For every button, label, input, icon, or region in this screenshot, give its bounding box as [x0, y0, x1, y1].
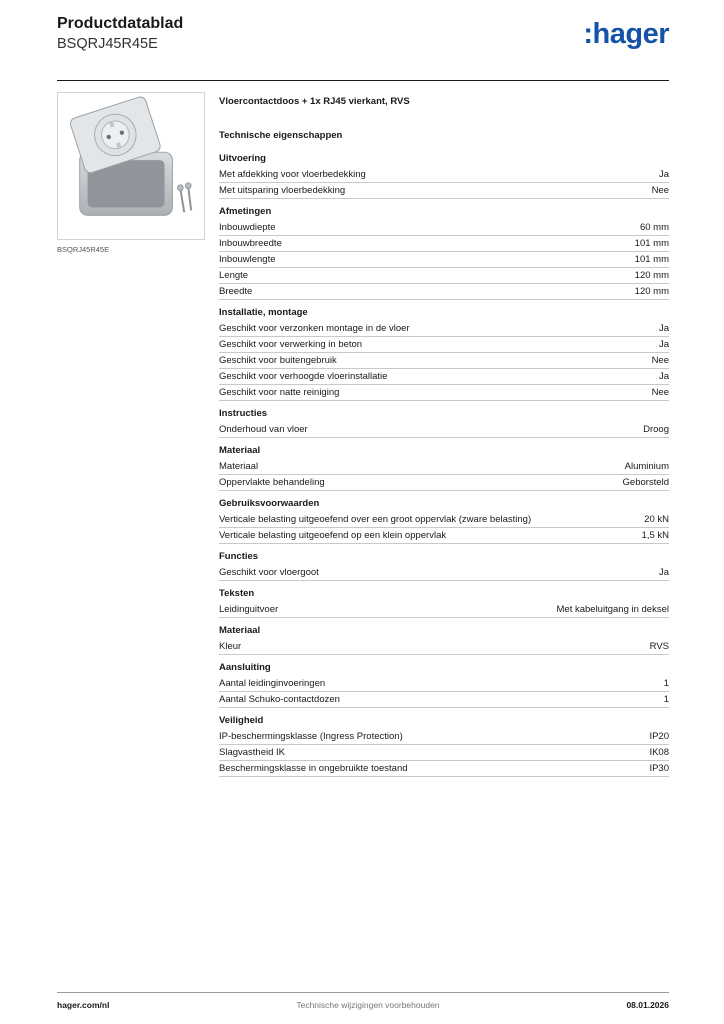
product-code: BSQRJ45R45E — [57, 36, 158, 52]
header-divider — [57, 80, 669, 81]
spec-value: Ja — [658, 567, 669, 578]
spec-value: Nee — [651, 387, 669, 398]
section-heading: Uitvoering — [219, 153, 266, 164]
spec-value: IK08 — [649, 747, 669, 758]
section-heading: Afmetingen — [219, 206, 272, 217]
spec-value: 20 kN — [644, 514, 669, 525]
spec-row — [219, 268, 669, 284]
section-heading: Functies — [219, 551, 259, 562]
spec-value: Met kabeluitgang in deksel — [556, 604, 669, 615]
spec-value: 60 mm — [639, 222, 669, 233]
spec-value: Nee — [651, 355, 669, 366]
spec-label: Onderhoud van vloer — [219, 424, 308, 435]
spec-label: Oppervlakte behandeling — [219, 477, 325, 488]
spec-row — [219, 729, 669, 745]
page-title: Productdatablad — [57, 15, 184, 32]
spec-label: Inbouwbreedte — [219, 238, 282, 249]
spec-label: Geschikt voor vloergoot — [219, 567, 319, 578]
spec-label: Slagvastheid IK — [219, 747, 286, 758]
spec-label: Geschikt voor verhoogde vloerinstallatie — [219, 371, 388, 382]
spec-label: Breedte — [219, 286, 253, 297]
footer-date: 08.01.2026 — [626, 1000, 669, 1010]
content-column — [219, 96, 669, 777]
spec-label: Lengte — [219, 270, 249, 281]
spec-value: 120 mm — [634, 270, 669, 281]
product-image-frame — [57, 92, 205, 240]
spec-row — [219, 385, 669, 401]
spec-label: Met uitsparing vloerbedekking — [219, 185, 346, 196]
spec-value: Ja — [658, 339, 669, 350]
spec-row — [219, 528, 669, 544]
spec-row — [219, 459, 669, 475]
spec-row — [219, 475, 669, 491]
spec-row — [219, 512, 669, 528]
spec-label: Materiaal — [219, 461, 259, 472]
spec-value: RVS — [649, 641, 669, 652]
spec-value: Droog — [643, 424, 669, 435]
section-heading: Materiaal — [219, 445, 261, 456]
spec-row — [219, 565, 669, 581]
technical-properties-heading: Technische eigenschappen — [219, 130, 343, 141]
footer-disclaimer: Technische wijzigingen voorbehouden — [296, 1000, 440, 1010]
footer — [57, 1000, 669, 1010]
section-heading: Veiligheid — [219, 715, 264, 726]
hager-logo: :hager — [583, 18, 669, 50]
spec-label: Beschermingsklasse in ongebruikte toestand — [219, 763, 408, 774]
product-image-column — [57, 92, 205, 254]
spec-label: Geschikt voor verzonken montage in de vloer — [219, 323, 410, 334]
spec-row — [219, 321, 669, 337]
header — [57, 14, 669, 52]
spec-value: 101 mm — [634, 238, 669, 249]
spec-value: 120 mm — [634, 286, 669, 297]
spec-row — [219, 602, 669, 618]
spec-row — [219, 284, 669, 300]
spec-label: Verticale belasting uitgeoefend op een klein oppervlak — [219, 530, 447, 541]
spec-label: Aantal Schuko-contactdozen — [219, 694, 340, 705]
spec-value: Ja — [658, 169, 669, 180]
spec-row — [219, 639, 669, 655]
spec-label: Geschikt voor natte reiniging — [219, 387, 340, 398]
spec-label: IP-beschermingsklasse (Ingress Protection) — [219, 731, 403, 742]
spec-label: Met afdekking voor vloerbedekking — [219, 169, 366, 180]
spec-label: Leidinguitvoer — [219, 604, 279, 615]
spec-row — [219, 676, 669, 692]
spec-row — [219, 353, 669, 369]
spec-label: Geschikt voor verwerking in beton — [219, 339, 363, 350]
section-heading: Installatie, montage — [219, 307, 308, 318]
spec-label: Inbouwlengte — [219, 254, 276, 265]
spec-value: Geborsteld — [622, 477, 669, 488]
spec-row — [219, 337, 669, 353]
floor-socket-product-image — [58, 93, 204, 239]
spec-value: Aluminium — [624, 461, 669, 472]
spec-row — [219, 692, 669, 708]
spec-sections — [219, 146, 669, 777]
spec-label: Inbouwdiepte — [219, 222, 276, 233]
spec-label: Geschikt voor buitengebruik — [219, 355, 337, 366]
spec-value: 1,5 kN — [641, 530, 669, 541]
spec-label: Kleur — [219, 641, 242, 652]
spec-row — [219, 745, 669, 761]
spec-value: Ja — [658, 323, 669, 334]
spec-label: Verticale belasting uitgeoefend over een groot oppervlak (zware belasting) — [219, 514, 532, 525]
section-heading: Materiaal — [219, 625, 261, 636]
spec-row — [219, 236, 669, 252]
spec-label: Aantal leidinginvoeringen — [219, 678, 326, 689]
spec-row — [219, 761, 669, 777]
product-image-caption: BSQRJ45R45E — [57, 245, 110, 254]
spec-row — [219, 252, 669, 268]
section-heading: Teksten — [219, 588, 255, 599]
spec-value: Ja — [658, 371, 669, 382]
spec-value: IP20 — [649, 731, 669, 742]
section-heading: Gebruiksvoorwaarden — [219, 498, 320, 509]
spec-row — [219, 167, 669, 183]
spec-value: 1 — [663, 694, 669, 705]
spec-row — [219, 369, 669, 385]
spec-value: IP30 — [649, 763, 669, 774]
spec-row — [219, 422, 669, 438]
product-title: Vloercontactdoos + 1x RJ45 vierkant, RVS — [219, 96, 410, 107]
spec-row — [219, 183, 669, 199]
section-heading: Aansluiting — [219, 662, 271, 673]
footer-divider — [57, 992, 669, 993]
spec-value: Nee — [651, 185, 669, 196]
spec-row — [219, 220, 669, 236]
footer-website: hager.com/nl — [57, 1000, 110, 1010]
section-heading: Instructies — [219, 408, 268, 419]
spec-value: 1 — [663, 678, 669, 689]
spec-value: 101 mm — [634, 254, 669, 265]
